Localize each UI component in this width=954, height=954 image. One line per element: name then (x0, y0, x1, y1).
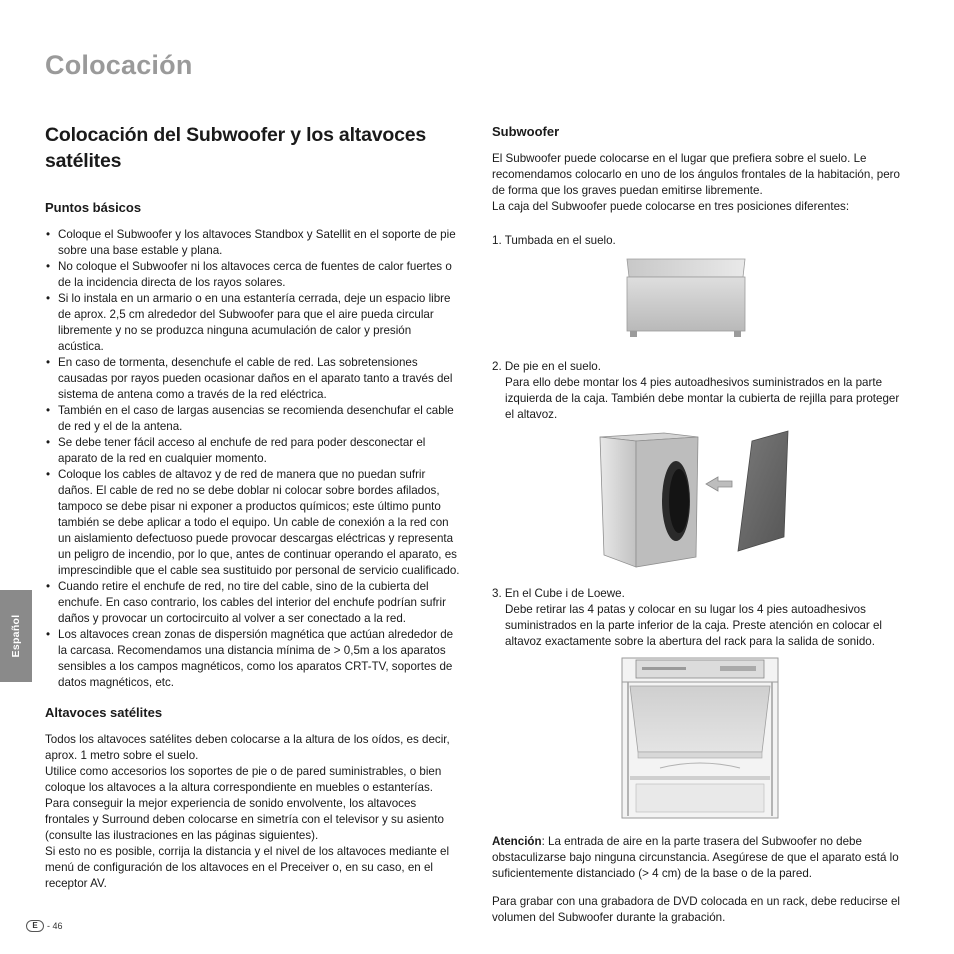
paragraph: Si esto no es posible, corrija la distancia y el nivel de los altavoces mediante el menú de configuración de los altavoces en el Preceiver o, en su caso, en el receptor AV. (45, 845, 450, 890)
page-title: Colocación (45, 50, 193, 80)
paragraph: Utilice como accesorios los soportes de pie o de pared suministrables, o bien coloque los altavoces a la altura correspondiente en muebles o estanterías. (45, 765, 442, 794)
list-item: • Los altavoces crean zonas de dispersión magnética que actúan alrededor de la carcasa. Recomendamos una distancia mínima de > 0,5m a los aparatos sensibles a los campos magnéticos, como los aparatos CRT-TV, soportes de datos magnéticos, etc. (45, 627, 460, 691)
list-item: • También en el caso de largas ausencias se recomienda desenchufar el cable de red y el de la antena. (45, 403, 460, 435)
section-heading: Colocación del Subwoofer y los altavoces satélites (45, 124, 427, 172)
list-item: • No coloque el Subwoofer ni los altavoces cerca de fuentes de calor fuertes o de la incidencia directa de los rayos solares. (45, 259, 460, 291)
position-1-title: 1. Tumbada en el suelo. (492, 234, 616, 247)
subwoofer-lying-illustration (625, 257, 755, 343)
position-3-title: 3. En el Cube i de Loewe. (492, 587, 625, 600)
paragraph: Para conseguir la mejor experiencia de sonido envolvente, los altavoces frontales y Surround deben colocarse en simetría con el televisor y su asiento (consulte las ilustraciones en las páginas siguientes). (45, 797, 444, 842)
list-item: • En caso de tormenta, desenchufe el cable de red. Las sobretensiones causadas por rayos pueden ocasionar daños en el aparato tanto a través del sistema de antena como a través de la red eléctrica. (45, 355, 460, 403)
page-footer (26, 920, 63, 932)
language-badge: E (26, 920, 44, 932)
left-column (45, 122, 460, 892)
language-tab-label: Español (10, 614, 22, 658)
positions-intro: La caja del Subwoofer puede colocarse en tres posiciones diferentes: (492, 200, 850, 213)
subwoofer-standing-illustration (598, 429, 798, 574)
right-column (492, 124, 910, 926)
list-item: • Coloque el Subwoofer y los altavoces Standbox y Satellit en el soporte de pie sobre una base estable y plana. (45, 227, 460, 259)
list-item: • Coloque los cables de altavoz y de red de manera que no puedan sufrir daños. El cable de red no se debe doblar ni colocar sobre bordes afilados, tampoco se debe pisar ni exponer a productos químicos; este último punto también se debe aplicar a todo el equipo. Un cable de conexión a la red con un aislamiento defectuoso puede provocar descargas eléctricas y representa un peligro de incendio, por lo que, antes de continuar operando el aparato, es imprescindible que el cable sea sustituido por personal de servicio cualificado. (45, 467, 460, 579)
position-2-text: Para ello debe montar los 4 pies autoadhesivos suministrados en la parte izquierda de la caja. También debe montar la cubierta de rejilla para proteger el altavoz. (505, 376, 900, 421)
subwoofer-heading: Subwoofer (492, 124, 560, 139)
page-number: - 46 (47, 921, 63, 931)
position-3-text: Debe retirar las 4 patas y colocar en su lugar los 4 pies autoadhesivos suministrados en la parte inferior de la caja. Preste atención en colocar el altavoz exactamente sobre la abertura del rack para la salida de sonido. (505, 603, 883, 648)
paragraph: Todos los altavoces satélites deben colocarse a la altura de los oídos, es decir, aprox. 1 metro sobre el suelo. (45, 733, 450, 762)
attention-label: Atención (492, 835, 542, 848)
dvd-note: Para grabar con una grabadora de DVD colocada en un rack, debe reducirse el volumen del Subwoofer durante la grabación. (492, 895, 900, 924)
list-item: • Cuando retire el enchufe de red, no tire del cable, sino de la cubierta del enchufe. En caso contrario, los cables del interior del enchufe podrían sufrir daños y provocar un cortocircuito al volver a ser conectado a la red. (45, 579, 460, 627)
basics-list (45, 227, 460, 691)
attention-note: Atención: La entrada de aire en la parte trasera del Subwoofer no debe obstaculizarse bajo ninguna circunstancia. Asegúrese de que el aparato está lo suficientemente distanciado (> 4 cm) de la base o de la pared. (492, 835, 899, 880)
satellites-heading: Altavoces satélites (45, 705, 163, 720)
list-item: • Si lo instala en un armario o en una estantería cerrada, deje un espacio libre de aprox. 2,5 cm alrededor del Subwoofer para que el aire pueda circular libremente y no se produzca ninguna acumulación de calor y presión acústica. (45, 291, 460, 355)
satellites-text (45, 732, 460, 892)
basics-heading: Puntos básicos (45, 200, 142, 215)
position-2-title: 2. De pie en el suelo. (492, 360, 601, 373)
subwoofer-intro: El Subwoofer puede colocarse en el lugar que prefiera sobre el suelo. Le recomendamos colocarlo en uno de los ángulos frontales de la habitación, pero de forma que los graves puedan emitirse libremente. (492, 152, 900, 197)
language-tab (0, 590, 32, 682)
rack-illustration (620, 656, 780, 820)
list-item: • Se debe tener fácil acceso al enchufe de red para poder desconectar el aparato de la red en cualquier momento. (45, 435, 460, 467)
